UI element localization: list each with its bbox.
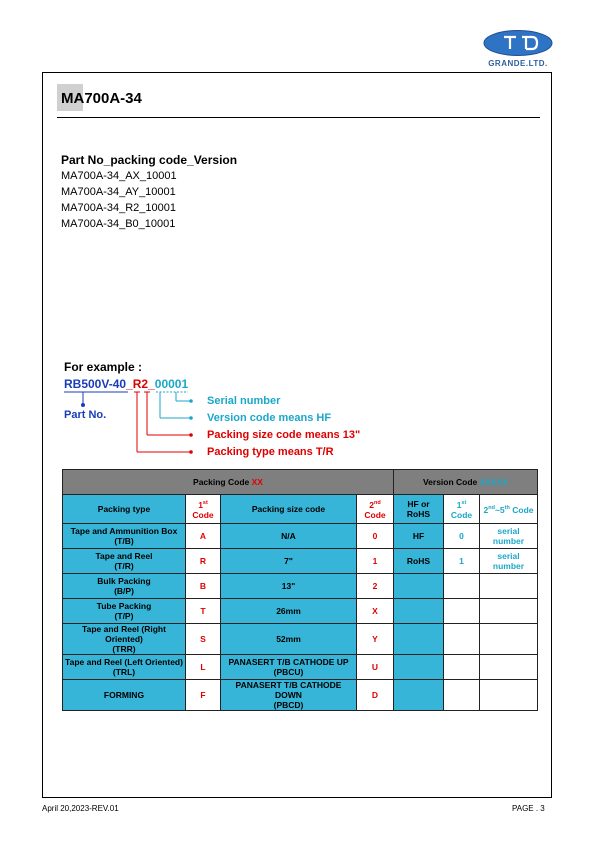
- cell-second-code-text: 2: [372, 581, 378, 591]
- cell-packing-type: [63, 680, 186, 711]
- footer-page-number: PAGE . 3: [512, 804, 545, 813]
- cell-packing-type-text: (B/P): [114, 586, 134, 596]
- part-number-item: MA700A-34_AX_10001: [61, 170, 177, 182]
- cell-version-first-code: [444, 655, 480, 680]
- col-packing-type: Packing type: [63, 495, 186, 524]
- legend-packing-size: Packing size code means 13": [207, 429, 361, 441]
- legend-serial-number: Serial number: [207, 395, 281, 407]
- cell-second-code: [357, 574, 394, 599]
- cell-packing-size: [221, 549, 357, 574]
- table-row: [63, 624, 538, 655]
- col-version-rest-code: 2nd~5th Code: [480, 495, 538, 524]
- col-second-code: 2nd Code: [357, 495, 394, 524]
- table-row: [63, 655, 538, 680]
- cell-packing-type: [63, 574, 186, 599]
- cell-packing-size: [221, 574, 357, 599]
- footer-date: April 20,2023-REV.01: [42, 804, 119, 813]
- cell-packing-size: [221, 655, 357, 680]
- cell-second-code-text: X: [372, 606, 378, 616]
- cell-hf-rohs: [394, 680, 444, 711]
- cell-second-code: [357, 549, 394, 574]
- packing-code-header: Packing Code XX: [63, 470, 394, 495]
- cell-hf-rohs: [394, 655, 444, 680]
- part-number-heading: Part No_packing code_Version: [61, 153, 238, 167]
- cell-packing-size-text: 26mm: [276, 606, 301, 616]
- col-version-first-code: 1st Code: [444, 495, 480, 524]
- cell-version-rest-code: [480, 680, 538, 711]
- example-code-version: 00001: [154, 377, 189, 391]
- cell-first-code: [186, 524, 221, 549]
- col-packing-size: Packing size code: [221, 495, 357, 524]
- part-no-label: Part No.: [64, 409, 107, 421]
- cell-version-rest-code: [480, 599, 538, 624]
- cell-version-first-code: [444, 599, 480, 624]
- cell-packing-type: [63, 624, 186, 655]
- cell-version-first-code: [444, 524, 480, 549]
- cell-packing-size-text: PANASERT T/B CATHODE DOWN: [235, 680, 342, 700]
- cell-packing-type-text: (T/R): [114, 561, 134, 571]
- cell-first-code: [186, 624, 221, 655]
- cell-hf-rohs: [394, 599, 444, 624]
- table-column-header-row: [63, 495, 538, 524]
- cell-packing-type-text: Bulk Packing: [97, 576, 151, 586]
- table-row: [63, 680, 538, 711]
- cell-second-code-text: D: [371, 690, 379, 700]
- example-heading: For example :: [64, 360, 143, 374]
- cell-first-code: [186, 574, 221, 599]
- cell-version-first-code: [444, 574, 480, 599]
- part-number-item: MA700A-34_B0_10001: [61, 218, 176, 230]
- cell-first-code-text: B: [199, 581, 207, 591]
- cell-packing-type-text: Tape and Reel (Left Oriented): [65, 657, 183, 667]
- cell-packing-type-text: (T/P): [114, 611, 134, 621]
- cell-packing-size: [221, 524, 357, 549]
- cell-version-rest-code: [480, 549, 538, 574]
- cell-version-first-code-text: 0: [459, 531, 464, 541]
- logo-wordmark: GRANDE.LTD.: [488, 59, 548, 68]
- cell-packing-type: [63, 655, 186, 680]
- cell-first-code-text: R: [199, 556, 207, 566]
- cell-second-code-text: Y: [372, 634, 378, 644]
- example-code-part: RB500V-40: [64, 377, 127, 391]
- cell-packing-type: [63, 524, 186, 549]
- cell-second-code-text: 0: [372, 531, 378, 541]
- page-title: MA700A-34: [61, 90, 142, 107]
- cell-version-first-code: [444, 624, 480, 655]
- cell-first-code-text: T: [200, 606, 206, 616]
- table-row: [63, 524, 538, 549]
- cell-hf-rohs-text: HF: [412, 531, 425, 541]
- part-number-item: MA700A-34_AY_10001: [61, 186, 176, 198]
- cell-second-code: [357, 655, 394, 680]
- cell-version-first-code: [444, 680, 480, 711]
- legend-packing-type: Packing type means T/R: [207, 446, 334, 458]
- cell-version-first-code: [444, 549, 480, 574]
- cell-packing-type-text: FORMING: [103, 690, 145, 700]
- cell-packing-size-text: 7": [284, 556, 293, 566]
- cell-second-code: [357, 624, 394, 655]
- cell-first-code: [186, 549, 221, 574]
- cell-packing-size-text: (PBCU): [273, 667, 304, 677]
- cell-packing-type-text: (T/B): [114, 536, 134, 546]
- cell-version-rest-code-text: serial number: [492, 526, 525, 546]
- cell-second-code: [357, 680, 394, 711]
- cell-first-code-text: S: [200, 634, 206, 644]
- cell-version-rest-code: [480, 574, 538, 599]
- cell-second-code: [357, 524, 394, 549]
- cell-version-rest-code: [480, 624, 538, 655]
- example-code-sep: _: [148, 377, 155, 391]
- cell-packing-size-text: 52mm: [276, 634, 301, 644]
- packing-code-table: [62, 469, 538, 711]
- cell-packing-type-text: (TRL): [112, 667, 136, 677]
- cell-version-rest-code-text: serial number: [492, 551, 525, 571]
- cell-packing-type-text: (TRR): [112, 644, 136, 654]
- cell-packing-size: [221, 599, 357, 624]
- table-header-row: [63, 470, 538, 495]
- cell-second-code: [357, 599, 394, 624]
- col-hf-rohs: HF or RoHS: [394, 495, 444, 524]
- cell-first-code: [186, 655, 221, 680]
- col-first-code: 1st Code: [186, 495, 221, 524]
- cell-first-code: [186, 680, 221, 711]
- cell-hf-rohs: [394, 549, 444, 574]
- legend-version-code: Version code means HF: [207, 412, 332, 424]
- cell-version-first-code-text: 1: [459, 556, 464, 566]
- cell-packing-size-text: 13": [281, 581, 296, 591]
- cell-first-code: [186, 599, 221, 624]
- cell-version-rest-code: [480, 524, 538, 549]
- cell-second-code-text: 1: [372, 556, 378, 566]
- example-code-packing: R2: [132, 377, 149, 391]
- cell-first-code-text: L: [200, 662, 206, 672]
- cell-second-code-text: U: [371, 662, 379, 672]
- title-divider: [57, 117, 540, 118]
- cell-packing-size: [221, 680, 357, 711]
- part-number-item: MA700A-34_R2_10001: [61, 202, 176, 214]
- cell-hf-rohs: [394, 624, 444, 655]
- table-row: [63, 599, 538, 624]
- table-row: [63, 549, 538, 574]
- cell-hf-rohs: [394, 574, 444, 599]
- cell-packing-size-text: (PBCD): [273, 700, 304, 710]
- example-code-sep: _: [126, 377, 133, 391]
- version-code-header: Version Code XXXXX: [394, 470, 538, 495]
- cell-packing-type-text: Tape and Ammunition Box: [70, 526, 178, 536]
- cell-version-rest-code: [480, 655, 538, 680]
- cell-first-code-text: A: [199, 531, 207, 541]
- table-row: [63, 574, 538, 599]
- cell-packing-type: [63, 549, 186, 574]
- cell-packing-type-text: Tube Packing: [96, 601, 152, 611]
- cell-packing-type-text: Tape and Reel: [95, 551, 153, 561]
- cell-packing-size-text: PANASERT T/B CATHODE UP: [228, 657, 349, 667]
- cell-packing-size: [221, 624, 357, 655]
- cell-packing-type-text: Tape and Reel (Right Oriented): [82, 624, 166, 644]
- cell-packing-size-text: N/A: [281, 531, 296, 541]
- cell-first-code-text: F: [200, 690, 206, 700]
- example-connector-diagram: [60, 387, 220, 459]
- cell-packing-type: [63, 599, 186, 624]
- cell-hf-rohs: [394, 524, 444, 549]
- cell-hf-rohs-text: RoHS: [406, 556, 431, 566]
